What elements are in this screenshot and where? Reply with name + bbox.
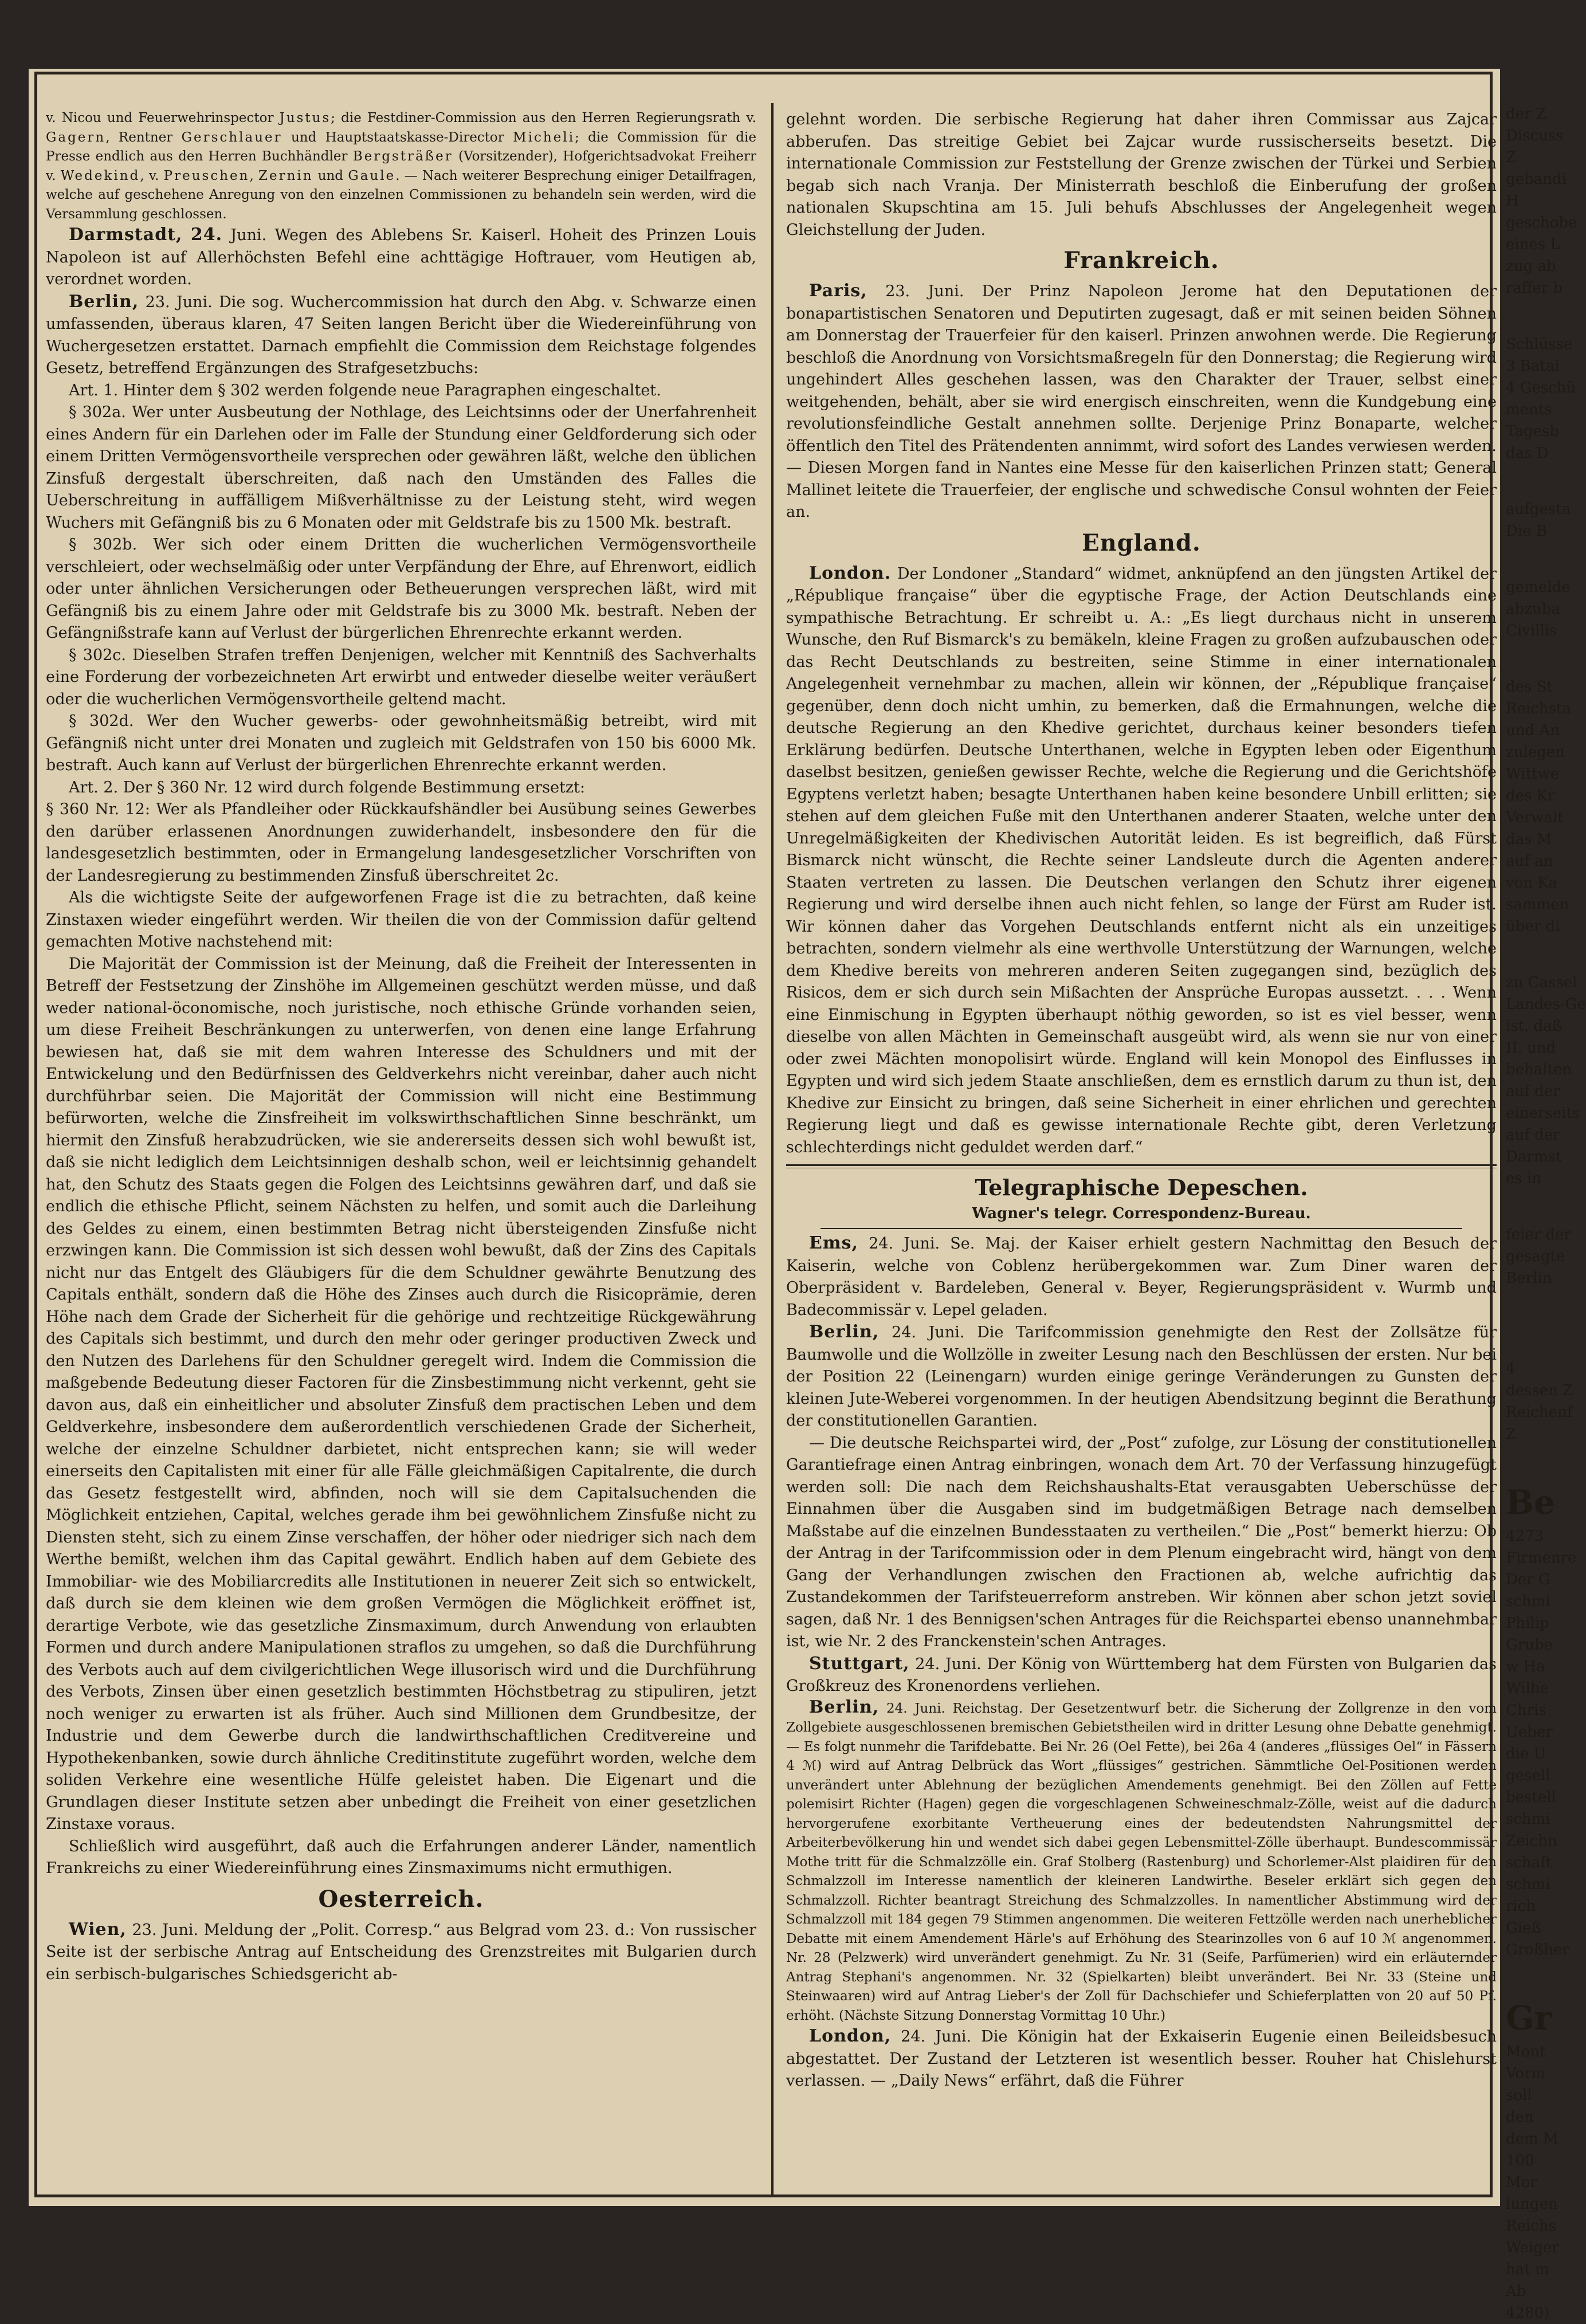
spacer [1506, 1289, 1552, 1324]
text-run: Als die wichtigste Seite der aufgeworfenen Frage ist [69, 889, 514, 906]
cut-text-fragment: schmi [1506, 1876, 1550, 1893]
text-run: 24. Juni. Reichstag. Der Gesetzentwurf betr. die Sicherung der Zollgrenze in den vom Zollgebiete ausgeschlossenen bremischen Gebietstheilen wird in dritter Lesung ohne Debatte genehmigt. — Es folgt nunmehr die Tarifdebatte. Bei Nr. 26 (Oel Fette), bei 26a 4 (anderes „flüssiges Oel“ in Fässern 4 ℳ) wird auf Antrag Delbrück das Wort „flüssiges“ gestrichen. Sämmtliche Oel-Positionen werden unverändert unter Ablehnung der bezüglichen Amendements genehmigt. Bei den Zöllen auf Fette polemisirt Richter (Hagen) gegen die vorgeschlagenen Schweineschmalz-Zölle, weist auf die dadurch hervorgerufene exorbitante Vertheuerung eines der bedeutendsten Nahrungsmittel der Arbeiterbevölkerung hin und wendet sich dabei gegen Lebensmittel-Zölle überhaupt. Bundescommissär Mothe tritt für die Schmalzzölle ein. Graf Stolberg (Rastenburg) und Schorlemer-Alst plaidiren für den Schmalzzoll im Interesse namentlich der kleineren Landwirthe. Beseler erklärt sich gegen den Schmalzzoll. Richter beantragt Streichung des Schmalzzolles. In namentlicher Abstimmung wird der Schmalzzoll mit 184 gegen 79 Stimmen angenommen. Die weiteren Fettzölle werden nach unerheblicher Debatte mit einem Amendement Härle's auf Erhöhung des Stearinzolles von 6 auf 10 ℳ angenommen. Nr. 28 (Pelzwerk) wird unverändert genehmigt. Zu Nr. 31 (Seife, Parfümerien) wird ein erläuternder Antrag Stephani's angenommen. Nr. 32 (Spielkarten) bleibt unverändert. Bei Nr. 33 (Steine und Steinwaaren) wird auf Antrag Lieber's der Zoll für Dachschiefer und Schieferplatten von 20 auf 50 Pf. erhöht. (Nächste Sitzung Donnerstag Vormittag 10 Uhr.) [786, 1701, 1497, 2023]
cut-text-fragment: Schlüsse [1506, 336, 1573, 353]
cut-text-fragment: Verwalt [1506, 809, 1564, 826]
text-run: ; die Commission für die Presse endlich aus den Herren Buchhändler [46, 129, 756, 164]
cut-text-fragment: w Ha [1506, 1658, 1545, 1675]
text-run: Gaule [348, 168, 396, 183]
cut-text-fragment: Chris [1506, 1702, 1546, 1719]
cut-text-fragment: 100 [1506, 2152, 1534, 2169]
dateline: Wien, [69, 1919, 127, 1940]
cut-text-fragment: hat m [1506, 2261, 1549, 2278]
cut-text-fragment: Z [1506, 1426, 1517, 1443]
cut-text-fragment: soll [1506, 2087, 1532, 2104]
cut-text-fragment: Mor [1506, 2174, 1537, 2191]
column-left [46, 109, 756, 2200]
text-run: Micheli [513, 129, 575, 145]
spacer [1506, 1190, 1552, 1224]
article-paragraph [786, 109, 1497, 241]
cut-text-fragment: der Z [1506, 105, 1546, 123]
article-paragraph [46, 109, 756, 224]
article-paragraph [786, 2025, 1497, 2093]
column-middle [786, 109, 1497, 2200]
cut-text-fragment: und An [1506, 722, 1560, 739]
text-run: Art. 2. Der § 360 Nr. 12 wird durch folgende Bestimmung ersetzt: [69, 778, 586, 796]
text-run: — Die deutsche Reichspartei wird, der „Post“ zufolge, zur Lösung der constitutionellen Garantiefrage einen Antrag einbringen, wonach dem Art. 70 der Verfassung hinzugefügt werden soll: Die nach dem Reichshaushalts-Etat verausgabten Ueberschüsse der Einnahmen über die Ausgaben sind im budgetmäßigen Betrage nach demselben Maßstabe auf die einzelnen Bundesstaaten zu vertheilen.“ Die „Post“ bemerkt hierzu: Ob der Antrag in der Tarifcommission oder in dem Plenum eingebracht wird, hängt von dem Gang der Verhandlungen zwischen den Fractionen ab, welche aufrichtig das Zustandekommen der Tarifsteuerreform anstreben. Wir können aber schon jetzt soviel sagen, daß Nr. 1 des Bennigsen'schen Antrages für die Reichspartei ebenso unannehmbar ist, wie Nr. 2 des Franckenstein'schen Antrages. [786, 1434, 1497, 1650]
cut-text-fragment: schmi [1506, 1811, 1550, 1828]
cut-text-fragment: Weiger [1506, 2239, 1559, 2256]
cut-text-fragment: Mont [1506, 2043, 1546, 2060]
article-paragraph [46, 887, 756, 953]
dateline: London. [809, 563, 892, 583]
cut-text-fragment: den [1506, 2109, 1534, 2126]
text-run: Preuschen [163, 168, 250, 183]
text-run: 24. Juni. Der König von Württemberg hat dem Fürsten von Bulgarien das Großkreuz des Kronenordens verliehen. [786, 1655, 1497, 1695]
cut-text-fragment: 4 Geschü [1506, 379, 1576, 397]
article-paragraph [786, 1432, 1497, 1653]
text-run: § 360 Nr. 12: Wer als Pfandleiher oder Rückkaufshändler bei Ausübung seines Gewerbes den darüber erlassenen Anordnungen zuwiderhandelt, insbesondere den für die landesgesetzlich bestimmten, oder in Ermangelung landesgesetzlicher Vorschriften von der Landesregierung zu bestimmenden Zinsfuß überschreitet 2c. [46, 800, 756, 885]
cut-text-fragment: Ab [1506, 2283, 1526, 2300]
cut-text-fragment: Civillis [1506, 622, 1557, 639]
text-run: Art. 1. Hinter dem § 302 werden folgende neue Paragraphen eingeschaltet. [69, 381, 661, 399]
cut-text-fragment: Gieß [1506, 1919, 1541, 1937]
article-paragraph [46, 291, 756, 380]
section-heading: England. [1082, 529, 1201, 556]
article-paragraph [786, 1321, 1497, 1432]
spacer [1506, 464, 1552, 498]
cut-text-fragment: von Ka [1506, 874, 1558, 892]
text-run: (Vorsitzender), Hofgerichtsadvokat Freiherr v. [46, 149, 756, 183]
text-run: § 302a. Wer unter Ausbeutung der Nothlage, des Leichtsinns oder der Unerfahrenheit eines Andern für ein Darlehen oder im Falle der Stundung einer Geldforderung sich oder einem Dritten Vermögensvortheile versprechen oder gewähren läßt, welche den üblichen Zinsfuß dergestalt überschreiten, daß nach den Umständen des Falles die Ueberschreitung in auffälligem Mißverhältnisse zu der Leistung steht, wird wegen Wuchers mit Gefängniß bis zu 6 Monaten oder mit Geldstrafe bis zu 1500 Mk. bestraft. [46, 403, 756, 532]
cut-text-fragment: auf der [1506, 1126, 1560, 1144]
cut-text-fragment: schaft [1506, 1854, 1552, 1871]
article-paragraph [46, 534, 756, 645]
cut-text-fragment: auf der [1506, 1083, 1560, 1100]
text-run: v. Nicou und Feuerwehrinspector [46, 111, 280, 125]
cut-text-fragment: geschobe [1506, 214, 1577, 231]
dateline: Stuttgart, [809, 1653, 910, 1674]
cut-text-fragment: Reichsta [1506, 700, 1571, 717]
short-rule [821, 1228, 1462, 1229]
cut-text-fragment: des St [1506, 678, 1553, 696]
text-run: Justus [279, 111, 331, 125]
text-run: gelehnt worden. Die serbische Regierung hat daher ihren Commissar aus Zajcar abberufen. Das streitige Gebiet bei Zajcar wurde russischerseits besetzt. Die internationale Commission zur Feststellung der Grenze zwischen der Türkei und Serbien begab sich nach Vranja. Der Ministerrath beschloß die Einberufung der großen nationalen Skupschtina am 15. Juli behufs Abschlusses der Angelegenheit wegen Gleichstellung der Juden. [786, 111, 1497, 239]
dateline: London, [809, 2026, 892, 2046]
text-run: Die Majorität der Commission ist der Meinung, daß die Freiheit der Interessenten in Betreff der Festsetzung der Zinshöhe im Allgemeinen geschützt werden müsse, und daß weder national-öconomische, noch juristische, noch ethische Gründe vorhanden seien, um diese Freiheit Beschränkungen zu unterwerfen, von denen eine lange Erfahrung bewiesen hat, daß sie mit dem wahren Interesse des Schuldners und mit der Entwickelung und den Bedürfnissen des Geldverkehrs nicht vereinbar, daher auch nicht durchführbar seien. Die Majorität der Commission will nicht eine Bestimmung befürworten, welche die Zinsfreiheit im volkswirthschaftlichen Sinne beschränkt, um hiermit den Zinsfuß herabzudrücken, wie sie andererseits dessen sich wohl bewußt ist, daß sie nicht lediglich dem Leichtsinnigen deshalb schon, weil er leichtsinnig gehandelt hat, den Schutz des Staats gegen die Folgen des Leichtsinns gewähren darf, und daß sie endlich die ethische Pflicht, seinem Nächsten zu helfen, und somit auch die Darleihung des Geldes zu einem, einen bestimmten Betrag nicht übersteigenden Zinsfuße nicht erzwingen kann. Die Commission ist sich dessen wohl bewußt, daß der Zins des Capitals nicht nur das Entgelt des Gläubigers für die dem Schuldner gewährte Benutzung des Capitals enthält, sondern daß die Höhe des Zinses auch durch die Risicoprämie, deren Höhe nach dem Grade der Sicherheit für die gehörige und rechtzeitige Rückgewährung des Capitals sich bestimmt, und durch den mehr oder geringer productiven Zweck und den Nutzen des Darlehens für den Schuldner geregelt wird. Indem die Commission die maßgebende Bedeutung dieser Factoren für die Zinsbestimmung nicht verkennt, geht sie davon aus, daß ein einheitlicher und absoluter Zinsfuß dem practischen Leben und dem Geldverkehre, insbesondere dem außerordentlich verschiedenen Grade der Sicherheit, welche der einzelne Schuldner darbietet, nicht entsprechen kann; sie will weder einerseits den Capitalisten mit einer für alle Fälle gleichmäßigen Capitalrente, die durch das Gesetz festgestellt wird, abfinden, noch will sie dem Capitalsuchenden die Möglichkeit entziehen, Capital, welches gerade ihm bei gewöhnlichem Zinsfuße nicht zu Diensten steht, sich zu einem Zinse verschaffen, der höher oder niedriger sich nach dem Werthe bemißt, welchen ihm das Capital gewährt. Endlich haben auf dem Gebiete des Immobiliar- wie des Mobiliarcredits alle Institutionen in neuerer Zeit sich so entwickelt, daß durch sie dem kleinen wie dem großen Vermögen die Möglichkeit eröffnet ist, derartige Verbote, wie das gesetzliche Zinsmaximum, durch Anwendung von erlaubten Formen und durch andere Manipulationen straflos zu umgehen, so daß die Durchführung des Verbots auch auf dem civilgerichtlichen Wege illusorisch wird und die Durchführung des Verbots, Zinsen über einen gesetzlich bestimmten Höchstbetrag zu stipuliren, jetzt noch weniger zu erwarten ist als früher. Auch sind Millionen dem Grundbesitze, der Industrie und dem Gewerbe durch die landwirthschaftlichen Creditvereine und Hypothekenbanken, sowie durch ähnliche Creditinstitute zugeführt worden, welche dem soliden Verkehre eine wesentliche Hülfe geleistet haben. Die Eigenart und die Grundlagen dieser Institute setzen aber unbedingt die Freiheit von einer gesetzlichen Zinstaxe voraus. [46, 955, 756, 1833]
article-paragraph [46, 1836, 756, 1880]
cut-text-fragment: bestell [1506, 1789, 1556, 1806]
article-paragraph [786, 1232, 1497, 1321]
text-run: ; die Festdiner-Commission aus den Herren Regierungsrath v. [331, 111, 756, 125]
column-divider-right [1501, 103, 1503, 2195]
cut-text-fragment: Zeichn [1506, 1832, 1557, 1850]
cut-text-fragment: Der G [1506, 1571, 1550, 1588]
article-paragraph [46, 645, 756, 711]
spacer [1506, 542, 1552, 576]
cut-text-fragment: zulegen [1506, 744, 1565, 761]
cut-text-fragment: abzuba [1506, 600, 1560, 618]
column-right-cut [1506, 103, 1586, 2322]
cut-text-fragment: die U [1506, 1745, 1546, 1762]
cut-text-fragment: Reichenf [1506, 1404, 1573, 1421]
cut-text-fragment: Discuss [1506, 127, 1564, 144]
article-paragraph [46, 1919, 756, 1986]
cut-text-fragment: dem M [1506, 2130, 1558, 2148]
article-paragraph [46, 402, 756, 534]
text-run: zu betrachten, daß keine Zinstaxen wieder eingeführt werden. Wir theilen die von der Commission dafür geltend gemachten Motive nachstehend mit: [46, 889, 756, 951]
cut-text-fragment: schmi [1506, 1593, 1550, 1610]
cut-text-fragment: Z [1506, 149, 1517, 166]
text-run: Zernin [258, 168, 313, 183]
text-run: , [249, 168, 259, 183]
article-paragraph [46, 380, 756, 402]
text-run: § 302d. Wer den Wucher gewerbs- oder gewohnheitsmäßig betreibt, wird mit Gefängniß nicht unter drei Monaten und zugleich mit Geldstrafen von 150 bis 6000 Mk. bestraft. Auch kann auf Verlust der bürgerlichen Ehrenrechte erkannt werden. [46, 712, 756, 774]
cut-text-fragment: gemelde [1506, 579, 1571, 596]
cut-text-fragment: Reichs [1506, 2217, 1556, 2235]
article-paragraph [786, 1698, 1497, 2026]
spacer [1506, 937, 1552, 972]
cut-text-fragment: gesell [1506, 1767, 1550, 1784]
cut-text-fragment: Tagesb [1506, 423, 1559, 440]
cut-text-fragment: das D [1506, 445, 1549, 462]
text-run: 23. Juni. Die sog. Wuchercommission hat durch den Abg. v. Schwarze einen umfassenden, überaus klaren, 47 Seiten langen Bericht über die Wiedereinführung von Wuchergesetzen erstattet. Darnach empfiehlt die Commission dem Reichstage folgendes Gesetz, betreffend Ergänzungen des Strafgesetzbuchs: [46, 293, 756, 377]
text-run: Schließlich wird ausgeführt, daß auch die Erfahrungen anderer Länder, namentlich Frankreichs zu einer Wiedereinführung eines Zinsmaximums nicht ermuthigen. [46, 1837, 756, 1877]
telegram-subheading: Wagner's telegr. Correspondenz-Bureau. [972, 1205, 1311, 1222]
newspaper-page [29, 69, 1586, 2322]
cut-text-fragment: Darmst [1506, 1148, 1562, 1165]
cut-text-fragment: 4273 [1506, 1528, 1544, 1545]
dateline: Berlin, [809, 1697, 880, 1717]
cut-text-fragment: Philip [1506, 1615, 1549, 1632]
cut-text-fragment: ist, daß [1506, 1018, 1563, 1035]
dateline: Paris, [809, 281, 867, 301]
cut-text-fragment: Ueber [1506, 1724, 1553, 1741]
cut-text-fragment: gebandi [1506, 171, 1567, 188]
text-run: 23. Juni. Meldung der „Polit. Corresp.“ aus Belgrad vom 23. d.: Von russischer Seite ist der serbische Antrag auf Entscheidung des Grenzstreites mit Bulgarien durch ein serbisch-bulgarisches Schiedsgericht ab- [46, 1921, 756, 1983]
text-run: Bergsträßer [352, 149, 453, 164]
text-run: 24. Juni. Die Tarifcommission genehmigte den Rest der Zollsätze für Baumwolle und die Wollzölle in zweiter Lesung nach den Beschlüssen der ersten. Nur bei der Position 22 (Leinengarn) wurden einige geringe Veränderungen zu Gunsten der kleinen Jute-Weberei vorgenommen. In der heutigen Abendsitzung beginnt die Berathung der constitutionellen Garantien. [786, 1324, 1497, 1430]
text-run: , v. [140, 168, 164, 183]
cut-text-fragment: eines L [1506, 236, 1560, 253]
section-heading: Frankreich. [1063, 247, 1219, 274]
cut-text-fragment: Berlin [1506, 1270, 1552, 1287]
telegram-heading: Telegraphische Depeschen. [975, 1175, 1308, 1200]
text-run: Juni. Wegen des Ablebens Sr. Kaiserl. Hoheit des Prinzen Louis Napoleon ist auf Allerhöchsten Befehl eine achttägige Hoftrauer, vom Heutigen ab, verordnet worden. [46, 226, 756, 288]
dateline: Darmstadt, [69, 225, 183, 245]
cut-text-fragment: Wittwe [1506, 765, 1560, 783]
cut-text-fragment: gesagte [1506, 1248, 1565, 1265]
spacer [1506, 1961, 1552, 1995]
cut-text-fragment: lungen [1506, 2196, 1558, 2213]
cut-text-fragment: einerseits [1506, 1105, 1580, 1122]
article-paragraph [46, 710, 756, 777]
dateline: Berlin, [809, 1322, 880, 1342]
cut-text-fragment: 3 Batai [1506, 358, 1560, 375]
cut-text-fragment: dessen Z [1506, 1382, 1573, 1399]
article-paragraph [786, 1653, 1497, 1698]
section-heading: Oesterreich. [318, 1885, 484, 1913]
cut-text-fragment: auf an [1506, 853, 1553, 870]
spacer [1506, 642, 1552, 676]
dateline: Ems, [809, 1233, 858, 1253]
text-run: Wedekind [60, 168, 140, 183]
cut-text-fragment: zug ab [1506, 258, 1556, 275]
cut-text-fragment: es in [1506, 1170, 1542, 1187]
text-run: . — Nach weiterer Besprechung einiger Detailfragen, welche auf geschehene Anregung von den einzelnen Commissionen zu behandeln sein werden, wird die Versammlung geschlossen. [46, 168, 757, 222]
text-run: Gagern [46, 129, 106, 145]
cut-text-fragment: aufgesta [1506, 501, 1571, 518]
text-run: § 302c. Dieselben Strafen treffen Denjenigen, welcher mit Kenntniß des Sachverhalts eine Forderung der vorbezeichneten Art erwirbt und entweder dieselbe weiter veräußert oder die wucherlichen Vermögensvortheile geltend macht. [46, 646, 756, 708]
article-paragraph [786, 280, 1497, 524]
cut-text-fragment: 4 [1506, 1360, 1516, 1377]
text-run: 24. Juni. Die Königin hat der Exkaiserin Eugenie einen Beileidsbesuch abgestattet. Der Zustand der Letzteren ist wesentlich besser. Rouher hat Chislehurst verlassen. — „Daily News“ erfährt, daß die Führer [786, 2028, 1497, 2090]
article-paragraph [46, 224, 756, 291]
cut-text-fragment: Wilhe [1506, 1680, 1549, 1697]
text-run: , Rentner [105, 129, 182, 145]
cut-text-fragment: Großher [1506, 1941, 1569, 1958]
cut-text-fragment: Vorm [1506, 2065, 1546, 2082]
text-run: Der Londoner „Standard“ widmet, anknüpfend an den jüngsten Artikel der „République française“ über die egyptische Frage, der Action Deutschlands eine sympathische Betrachtung. Er schreibt u. A.: „Es liegt durchaus nicht in unserem Wunsche, den Ruf Bismarck's zu bemäkeln, kleine Fragen zu großen aufzubauschen oder das Recht Deutschlands zu bestreiten, seine Stimme in einer internationalen Angelegenheit vernehmbar zu machen, allein wir können, der „République française“ gegenüber, denn doch nicht umhin, zu bemerken, daß die Ermahnungen, welche die deutsche Regierung an den Khedive gerichtet, durchaus keiner besonders tiefen Erklärung bedürfen. Deutsche Unterthanen, welche in Egypten leben oder Eigenthum daselbst besitzen, genießen gewisser Rechte, welche die Regierung und die Gerichtshöfe Egyptens verletzt haben; besagte Unterthanen haben keine besondere Unbill erlitten; sie stehen auf dem gleichen Fuße mit den Unterthanen anderer Staaten, welche unter den Unregelmäßigkeiten der Khedivischen Autorität leiden. Es ist begreiflich, daß Fürst Bismarck nicht wünscht, die Rechte seiner Landsleute durch die Agenten anderer Staaten vertreten zu lassen. Die Deutschen verlangen den Schutz ihrer eigenen Regierung und wird derselbe ihnen auch nicht fehlen, so lange der Fürst am Ruder ist. Wir können daher das Vorgehen Deutschlands entfernt nicht als ein unzeitiges betrachten, sondern vielmehr als eine werthvolle Unterstützung der Warnungen, welche dem Khedive bereits von mehreren anderen Seiten zugegangen sind, bezüglich des Risicos, dem er sich durch sein Mißachten der Ansprüche Europas aussetzt. . . . Wenn eine Einmischung in Egypten überhaupt nöthig geworden, so ist es viel besser, wenn dieselbe von allen Mächten in Gemeinschaft ausgeübt wird, als wenn sie nur von einer oder zwei Mächten monopolisirt würde. England will kein Monopol des Einflusses in Egypten und wird sich jedem Staate anschließen, dem es ernstlich darum zu thun ist, den Khedive zur Einsicht zu bringen, daß seine Sicherheit in einer ehrlichen und gerechten Regierung liegt und daß es gewisse internationale Rechte gibt, deren Verletzung schlechterdings nicht geduldet werden darf.“ [786, 564, 1497, 1156]
article-paragraph [46, 799, 756, 887]
cut-text-fragment: ments [1506, 401, 1552, 418]
cut-text-fragment: sammen [1506, 896, 1569, 913]
spacer [1506, 1445, 1552, 1479]
cut-text-fragment: Gr [1506, 1999, 1552, 2038]
cut-text-fragment: Landes-Ge [1506, 996, 1586, 1013]
spacer [1506, 299, 1552, 333]
cut-text-fragment: Firmenre [1506, 1549, 1577, 1567]
cut-text-fragment: Grube [1506, 1636, 1553, 1654]
cut-text-fragment: rich [1506, 1898, 1536, 1915]
dateline: Berlin, [69, 291, 139, 312]
text-run: § 302b. Wer sich oder einem Dritten die wucherlichen Vermögensvortheile verschleiert, oder wechselmäßig oder unter Verpfändung der Ehre, auf Ehrenwort, eidlich oder unter ähnlichen Versicherungen oder Betheuerungen versprechen läßt, wird mit Gefängniß bis zu einem Jahre oder mit Geldstrafe bis zu 3000 Mk. bestraft. Neben der Gefängnißstrafe kann auf Verlust der bürgerlichen Ehrenrechte erkannt werden. [46, 536, 756, 642]
spacer [1506, 1324, 1552, 1358]
text-run: 24. Juni. Se. Maj. der Kaiser erhielt gestern Nachmittag den Besuch der Kaiserin, welche von Coblenz herübergekommen war. Zum Diner waren der Oberpräsident v. Bardeleben, General v. Beyer, Regierungspräsident v. Wurmb und Badecommissär v. Lepel geladen. [786, 1235, 1497, 1319]
text-run: und Hauptstaatskasse-Director [282, 129, 513, 145]
cut-text-fragment: Die B [1506, 523, 1547, 540]
cut-text-fragment: des Kr [1506, 787, 1555, 804]
double-rule [786, 1164, 1497, 1168]
cut-text-fragment: II. und [1506, 1039, 1556, 1057]
cut-text-fragment: H [1506, 193, 1519, 210]
text-run [182, 226, 190, 244]
text-run: die [513, 889, 543, 906]
cut-text-fragment: raffer b [1506, 280, 1563, 297]
text-run: Gerschlauer [181, 129, 282, 145]
cut-text-fragment: behalten [1506, 1061, 1572, 1078]
text-run: 23. Juni. Der Prinz Napoleon Jerome hat den Deputationen der bonapartistischen Senatoren und Deputirten zugesagt, daß er mit seinen beiden Söhnen am Donnerstag der Trauerfeier für den kaiserl. Prinzen anwohnen werde. Die Regierung beschloß die Anordnung von Vorsichtsmaßregeln für den Donnerstag; die Regierung wird ungehindert Alles geschehen lassen, was den Charakter der Trauer, selbst einer weitgehenden, behält, aber sie wird energisch einschreiten, wenn die Kundgebung eine revolutionsfeindliche Gestalt annehmen sollte. Derjenige Prinz Bonaparte, welcher öffentlich den Titel des Prätendenten annimmt, wird sofort des Landes verwiesen werden. — Diesen Morgen fand in Nantes eine Messe für den kaiserlichen Prinzen statt; General Mallinet leitete die Trauerfeier, der englische und schwedische Consul wohnten der Feier an. [786, 282, 1497, 521]
cut-text-fragment: das M [1506, 831, 1552, 848]
cut-text-fragment: zu Cassel [1506, 974, 1577, 991]
dateline: 24. [190, 225, 223, 245]
article-paragraph [46, 777, 756, 799]
column-divider [771, 103, 774, 2195]
cut-text-fragment: 4280) [1506, 2305, 1550, 2322]
article-paragraph [46, 953, 756, 1836]
cut-text-fragment: über di [1506, 918, 1560, 935]
article-paragraph [786, 563, 1497, 1159]
cut-text-fragment: feier der [1506, 1226, 1571, 1243]
cut-text-fragment: Be [1506, 1483, 1555, 1522]
text-run: und [313, 168, 348, 183]
